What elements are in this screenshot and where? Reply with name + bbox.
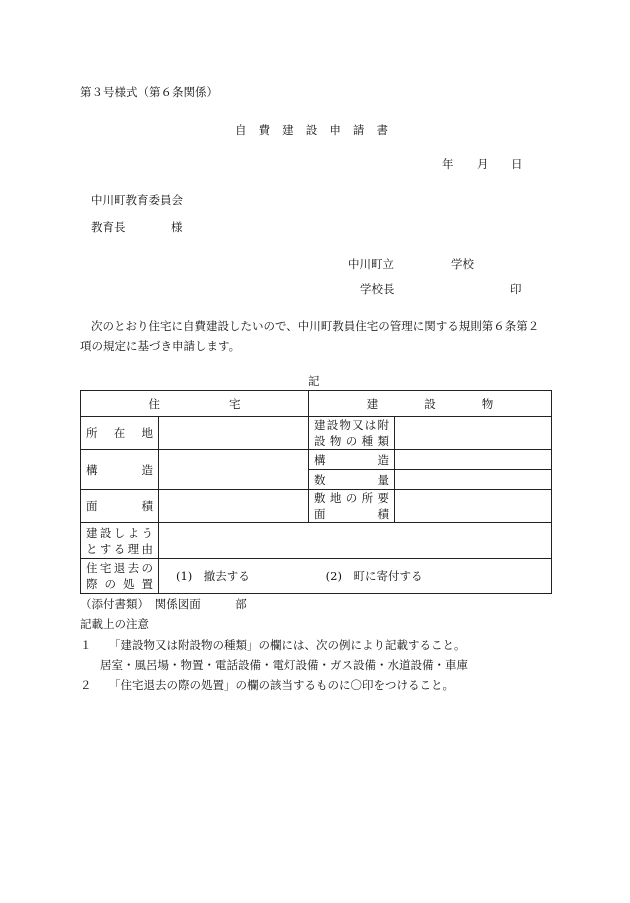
- addressee-board: 中川町教育委員会: [91, 193, 183, 207]
- addressee-title: 教育長: [91, 220, 126, 234]
- reason-field[interactable]: [159, 523, 552, 559]
- b-structure-label: 構 造: [309, 450, 395, 470]
- title-char: 申: [329, 123, 341, 137]
- building-type-field[interactable]: [395, 417, 552, 450]
- attachment-line: （添付書類） 関係図面 部: [80, 597, 247, 611]
- area-field[interactable]: [159, 490, 309, 523]
- title-char: 費: [258, 123, 271, 137]
- form-number: 第３号様式（第６条関係）: [80, 85, 218, 99]
- option-remove[interactable]: (1) 撤去する: [176, 569, 250, 583]
- quantity-field[interactable]: [395, 470, 552, 490]
- title-char: 請: [352, 123, 365, 137]
- title-char: 建: [282, 123, 294, 137]
- title-char: 自: [235, 123, 247, 137]
- seal-mark: 印: [510, 282, 522, 296]
- school-prefix: 中川町立: [348, 257, 394, 271]
- quantity-label: 数 量: [309, 470, 395, 490]
- option-donate[interactable]: (2) 町に寄付する: [325, 569, 423, 583]
- vacate-options: [159, 559, 552, 594]
- vacate-label: 住 宅 退 去 の 際 の 処 置: [81, 559, 159, 594]
- building-header: 建 設 物: [309, 391, 552, 417]
- date-month: 月: [477, 157, 489, 171]
- date-year: 年: [442, 157, 454, 171]
- b-structure-field[interactable]: [395, 450, 552, 470]
- structure-label: 構 造: [81, 450, 159, 490]
- title-char: 設: [305, 123, 318, 137]
- document-title: [235, 122, 388, 138]
- body-text-line2: 項の規定に基づき申請します。: [80, 339, 241, 353]
- note-1-number: １: [80, 638, 92, 652]
- ki-label: 記: [308, 374, 320, 388]
- body-text-line1: 次のとおり住宅に自費建設したいので、中川町教員住宅の管理に関する規則第６条第２: [91, 319, 540, 333]
- title-char: 書: [376, 123, 388, 137]
- date-day: 日: [511, 157, 523, 171]
- structure-field[interactable]: [159, 450, 309, 490]
- application-table: [80, 390, 552, 594]
- site-area-label: 敷 地 の 所 要 面 積: [309, 490, 395, 523]
- housing-header: 住 宅: [81, 391, 309, 417]
- site-area-field[interactable]: [395, 490, 552, 523]
- principal-label: 学校長: [360, 282, 395, 296]
- note-2-text: 「住宅退去の際の処置」の欄の該当するものに〇印をつけること。: [109, 678, 454, 692]
- reason-label: 建 設 し よ う と す る 理 由: [81, 523, 159, 559]
- notes-heading: 記載上の注意: [80, 617, 149, 631]
- note-1-example: 居室・風呂場・物置・電話設備・電灯設備・ガス設備・水道設備・車庫: [100, 658, 468, 672]
- addressee-honorific: 様: [171, 220, 183, 234]
- note-1-text: 「建設物又は附設物の種類」の欄には、次の例により記載すること。: [109, 638, 466, 652]
- area-label: 面 積: [81, 490, 159, 523]
- building-type-label: 建 設 物 又 は 附 設 物 の 種 類: [309, 417, 395, 450]
- location-label: 所 在 地: [81, 417, 159, 450]
- school-suffix: 学校: [451, 257, 474, 271]
- note-2-number: ２: [80, 678, 92, 692]
- location-field[interactable]: [159, 417, 309, 450]
